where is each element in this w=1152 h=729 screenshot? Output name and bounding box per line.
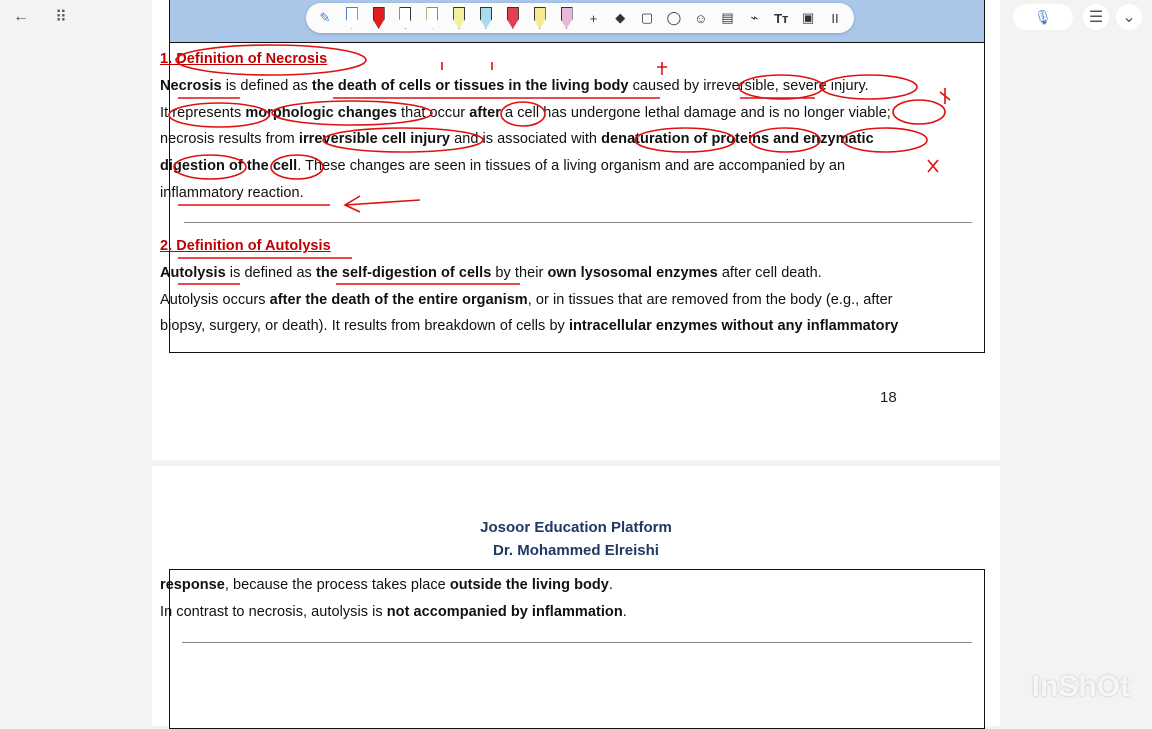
collapse-button[interactable] <box>1116 4 1142 30</box>
annotation-toolbar <box>306 3 854 33</box>
plus-lock-icon: + <box>589 10 598 26</box>
microphone-icon: 🎙 <box>1034 8 1052 25</box>
page-number: 18 <box>880 389 897 406</box>
text-segment: and is associated with <box>450 131 602 147</box>
back-arrow-icon: ← <box>13 8 29 25</box>
link-icon: ⌁ <box>750 10 759 25</box>
page-18 <box>152 0 1000 460</box>
bold-text: the death of cells or tissues in the living body <box>311 78 629 94</box>
text-line <box>160 105 891 121</box>
page-19 <box>152 466 1000 726</box>
pen-icon <box>399 7 411 29</box>
text-segment: caused by irreversible, severe injury. <box>628 78 869 94</box>
pen-icon <box>373 7 385 29</box>
bold-text: the self-digestion of cells <box>315 265 492 281</box>
text-line <box>160 158 845 174</box>
pen-green-button[interactable] <box>423 7 441 29</box>
section-heading: 1. Definition of Necrosis <box>160 51 328 67</box>
pen-tool-button[interactable] <box>316 7 334 29</box>
bold-text: not accompanied by inflammation <box>386 604 623 620</box>
outline-button[interactable] <box>1083 4 1109 30</box>
text-segment: , or in tissues that are removed from the body (e.g., after <box>527 292 893 308</box>
highlighter-icon <box>507 7 519 29</box>
eraser-button[interactable] <box>611 7 629 29</box>
text-segment: is defined as <box>221 78 312 94</box>
text-segment: . <box>608 577 613 593</box>
bold-text: after <box>469 105 501 121</box>
highlighter-yellow2-button[interactable] <box>531 7 549 29</box>
text-segment: inflammatory reaction. <box>160 185 304 201</box>
highlighter-pink-button[interactable] <box>558 7 576 29</box>
pause-button[interactable] <box>826 7 844 29</box>
bold-text: after the death of the entire organism <box>269 292 528 308</box>
eraser-icon: ◆ <box>615 10 626 25</box>
bold-text: intracellular enzymes without any inflammatory <box>568 318 899 334</box>
pen-blue-button[interactable] <box>343 7 361 29</box>
shapes-button[interactable] <box>638 7 656 29</box>
text-button[interactable] <box>772 7 790 29</box>
lasso-icon: ◯ <box>666 10 682 25</box>
highlighter-blue-button[interactable] <box>477 7 495 29</box>
text-line <box>160 577 613 593</box>
text-line <box>160 185 304 201</box>
highlighter-icon <box>534 7 546 29</box>
bold-text: Necrosis <box>160 78 222 94</box>
pencil-icon: ✎ <box>319 10 331 25</box>
text-line <box>160 78 869 94</box>
sticker-icon: ☺ <box>694 10 708 26</box>
highlighter-red-button[interactable] <box>504 7 522 29</box>
text-icon: Tт <box>774 10 789 26</box>
text-segment: In contrast to necrosis, autolysis is <box>160 604 387 620</box>
pen-icon <box>346 7 358 29</box>
text-segment: by their <box>491 265 548 281</box>
brand-author: Dr. Mohammed Elreishi <box>493 542 659 559</box>
highlighter-icon <box>480 7 492 29</box>
text-line <box>160 604 627 620</box>
bold-text: own lysosomal enzymes <box>547 265 718 281</box>
link-button[interactable] <box>746 7 764 29</box>
text-segment: a cell has undergone lethal damage and is no longer viable; <box>500 105 891 121</box>
pen-red-button[interactable] <box>370 7 388 29</box>
text-segment: , because the process takes place <box>224 577 450 593</box>
text-line <box>160 238 331 254</box>
divider <box>184 222 972 223</box>
text-segment: . <box>622 604 627 620</box>
image-icon: ▣ <box>801 10 815 25</box>
content-box <box>169 569 985 729</box>
text-line <box>160 265 822 281</box>
highlighter-icon <box>561 7 573 29</box>
shapes-icon: ▢ <box>640 10 654 25</box>
text-segment: . These changes are seen in tissues of a living organism and are accompanied by an <box>297 158 846 174</box>
highlighter-icon <box>453 7 465 29</box>
bold-text: Autolysis <box>160 265 226 281</box>
inshot-watermark: InShOt <box>1031 670 1130 703</box>
bold-text: irreversible cell injury <box>298 131 451 147</box>
sticker-button[interactable] <box>692 7 710 29</box>
chevron-down-icon: ⌄ <box>1122 9 1136 26</box>
image-button[interactable] <box>799 7 817 29</box>
text-box-icon: ▤ <box>721 10 734 25</box>
microphone-button[interactable] <box>1013 4 1073 30</box>
pen-icon <box>426 7 438 29</box>
text-segment: necrosis results from <box>160 131 299 147</box>
text-segment: after cell death. <box>717 265 822 281</box>
bold-text: morphologic changes <box>245 105 397 121</box>
text-box-button[interactable] <box>719 7 737 29</box>
pen-black-button[interactable] <box>397 7 415 29</box>
grid-icon: ⠿ <box>55 9 67 26</box>
bold-text: outside the living body <box>449 577 609 593</box>
text-line <box>160 292 893 308</box>
text-line <box>160 131 874 147</box>
bold-text: digestion of the cell <box>160 158 298 174</box>
pause-icon: II <box>831 10 839 26</box>
section-heading: 2. Definition of Autolysis <box>160 238 331 254</box>
text-line <box>160 51 327 67</box>
text-segment: It represents <box>160 105 246 121</box>
bold-text: denaturation of proteins and enzymatic <box>601 131 874 147</box>
text-segment: Autolysis occurs <box>160 292 270 308</box>
bold-text: response <box>160 577 225 593</box>
back-button[interactable] <box>8 6 34 28</box>
text-segment: that occur <box>396 105 470 121</box>
text-line <box>160 318 898 334</box>
grid-view-button[interactable] <box>48 6 74 28</box>
lasso-button[interactable] <box>665 7 683 29</box>
highlighter-yellow-button[interactable] <box>450 7 468 29</box>
list-icon: ☰ <box>1088 9 1104 26</box>
brand-title: Josoor Education Platform <box>480 519 672 536</box>
divider <box>182 642 972 643</box>
text-segment: biopsy, surgery, or death). It results from breakdown of cells by <box>160 318 569 334</box>
add-tool-button[interactable] <box>584 7 602 29</box>
text-segment: is defined as <box>225 265 316 281</box>
